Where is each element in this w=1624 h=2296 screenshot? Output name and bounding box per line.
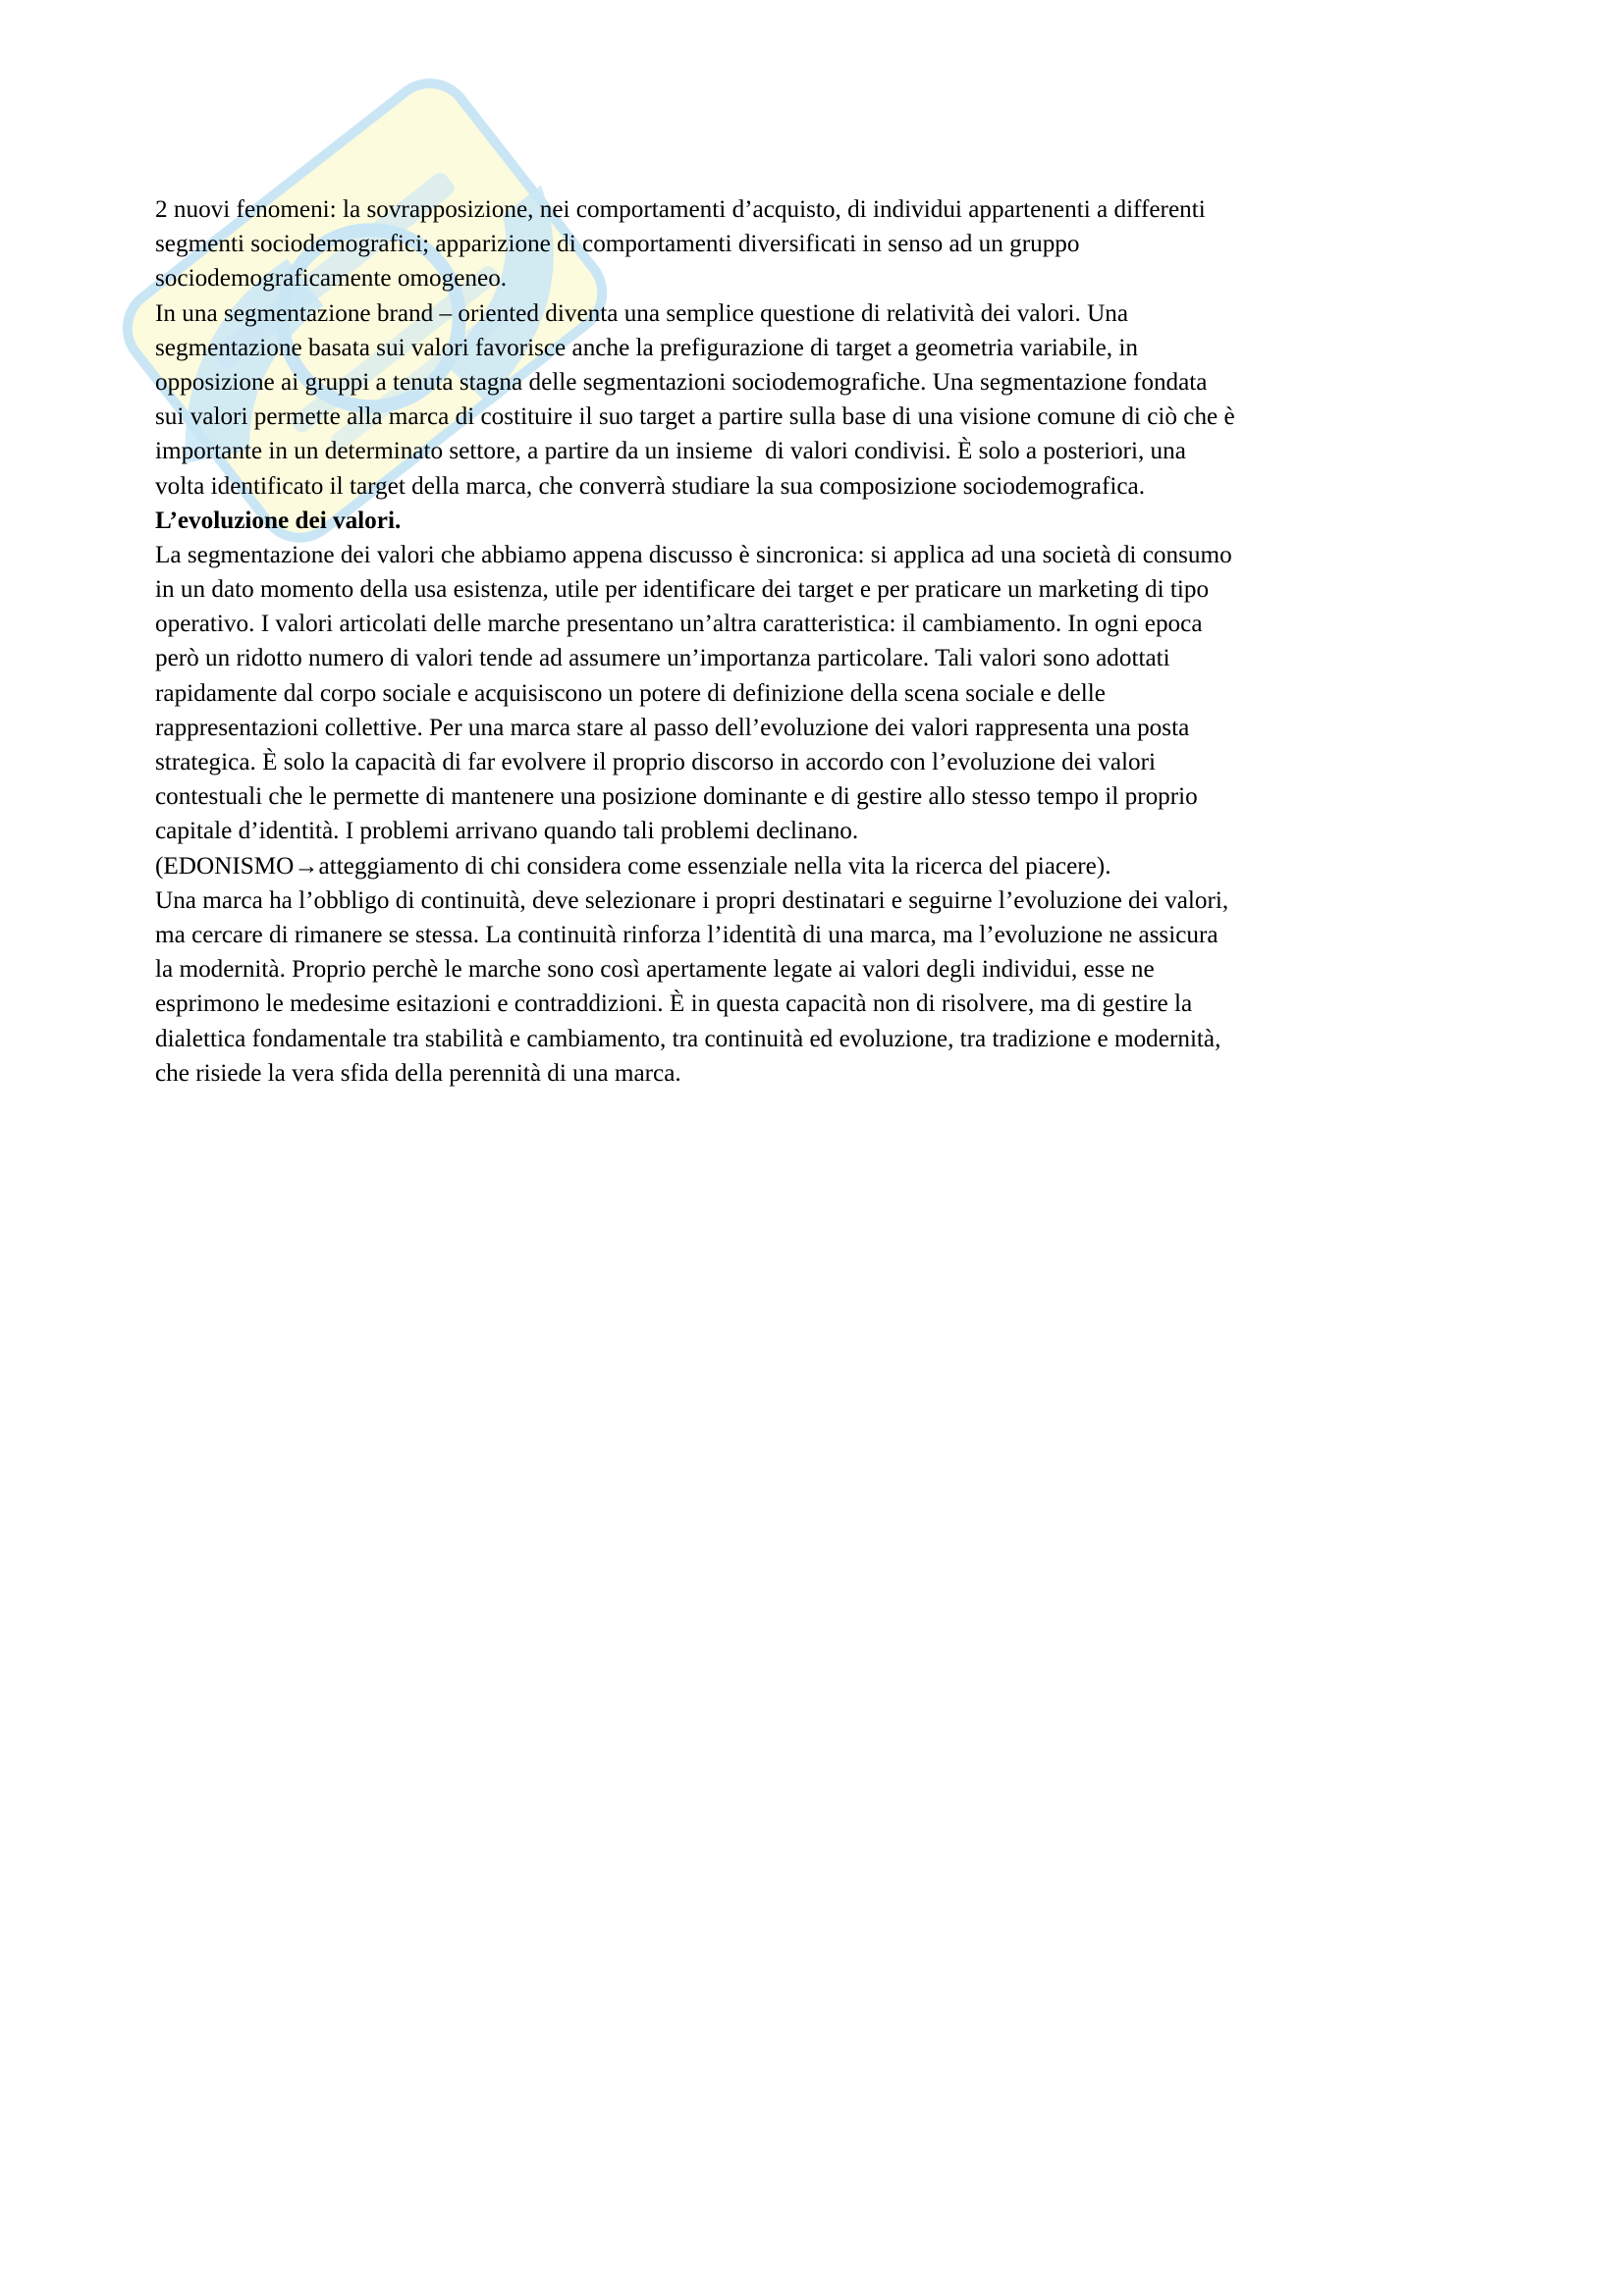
text-line: operativo. I valori articolati delle marche presentano un’altra caratteristica: il cambiamento. In ogni epoca: [155, 611, 1203, 638]
text-line: 2 nuovi fenomeni: la sovrapposizione, nei comportamenti d’acquisto, di individui appartenenti a differenti: [155, 196, 1206, 223]
text-line: però un ridotto numero di valori tende ad assumere un’importanza particolare. Tali valori sono adottati: [155, 645, 1170, 672]
text-line: rapidamente dal corpo sociale e acquisiscono un potere di definizione della scena sociale e delle: [155, 679, 1106, 707]
text-line: In una segmentazione brand – oriented diventa una semplice questione di relatività dei valori. Una: [155, 299, 1129, 327]
text-line: la modernità. Proprio perchè le marche sono così apertamente legate ai valori degli individui, esse ne: [155, 956, 1155, 984]
section-heading: L’evoluzione dei valori.: [155, 507, 402, 534]
text-line: La segmentazione dei valori che abbiamo appena discusso è sincronica: si applica ad una società di consumo: [155, 541, 1232, 568]
text-line: Una marca ha l’obbligo di continuità, deve selezionare i propri destinatari e seguirne l’evoluzione dei valori,: [155, 886, 1229, 914]
text-line: che risiede la vera sfida della perennità di una marca.: [155, 1059, 681, 1087]
text-line: capitale d’identità. I problemi arrivano quando tali problemi declinano.: [155, 818, 859, 845]
text-line: strategica. È solo la capacità di far evolvere il proprio discorso in accordo con l’evoluzione dei valori: [155, 749, 1156, 775]
text-line: importante in un determinato settore, a partire da un insieme di valori condivisi. È solo a posteriori, una: [155, 438, 1186, 465]
text-line: volta identificato il target della marca, che converrà studiare la sua composizione sociodemografica.: [155, 472, 1146, 500]
text-line: in un dato momento della usa esistenza, utile per identificare dei target e per praticare un marketing di tipo: [155, 576, 1210, 604]
text-line: segmentazione basata sui valori favorisce anche la prefigurazione di target a geometria variabile, in: [155, 334, 1138, 361]
text-line: ma cercare di rimanere se stessa. La continuità rinforza l’identità di una marca, ma l’evoluzione ne assicura: [155, 921, 1218, 948]
text-line: sociodemograficamente omogeneo.: [155, 265, 508, 293]
text-line: (EDONISMO→atteggiamento di chi considera come essenziale nella vita la ricerca del piacere).: [155, 852, 1111, 880]
text-line: dialettica fondamentale tra stabilità e cambiamento, tra continuità ed evoluzione, tra tradizione e modernità,: [155, 1025, 1221, 1052]
text-line: rappresentazioni collettive. Per una marca stare al passo dell’evoluzione dei valori rappresenta una posta: [155, 714, 1190, 741]
text-line: opposizione ai gruppi a tenuta stagna delle segmentazioni sociodemografiche. Una segmentazione fondata: [155, 368, 1208, 396]
text-line: contestuali che le permette di mantenere una posizione dominante e di gestire allo stesso tempo il proprio: [155, 783, 1198, 811]
text-line: segmenti sociodemografici; apparizione di comportamenti diversificati in senso ad un gruppo: [155, 231, 1080, 258]
document-body: [155, 192, 1490, 1091]
text-line: sui valori permette alla marca di costituire il suo target a partire sulla base di una visione comune di ciò che è: [155, 403, 1235, 431]
text-line: esprimono le medesime esitazioni e contraddizioni. È in questa capacità non di risolvere, ma di gestire la: [155, 990, 1193, 1018]
